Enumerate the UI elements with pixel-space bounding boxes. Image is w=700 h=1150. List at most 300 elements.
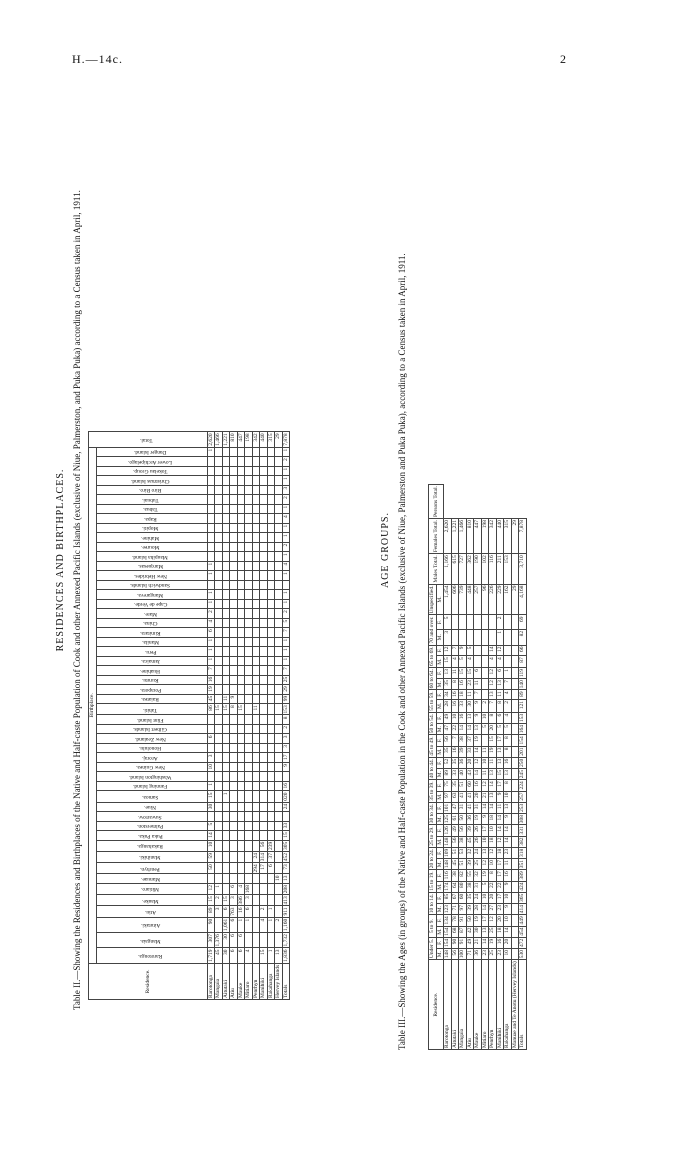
table-cell: 911 (282, 907, 289, 916)
table-cell (222, 656, 230, 666)
table-cell: 1,454 (444, 584, 452, 615)
table-cell: 9 (504, 904, 512, 915)
table-cell (260, 874, 268, 884)
table-cell (267, 447, 275, 457)
birthplace-name: Huahine. (140, 667, 161, 674)
table-cell: 153 (282, 705, 289, 714)
page-number: 2 (560, 52, 567, 66)
birthplace-column-header (96, 542, 207, 552)
table-cell: 7,878 (519, 519, 527, 554)
table-cell: 19 (474, 735, 482, 746)
table-cell (230, 831, 238, 841)
table-cell: 1 (207, 656, 215, 666)
table-cell: 15 (207, 895, 215, 906)
table-cell (260, 580, 268, 590)
table-cell: 4 (207, 618, 215, 628)
birthplace-name: New Guinea. (135, 764, 165, 771)
table-cell (252, 685, 260, 695)
table-cell: 447 (474, 519, 482, 554)
table-cell: 389 (519, 871, 525, 880)
birthplace-name: Mare. (143, 610, 157, 617)
table-cell (237, 802, 245, 812)
table-cell: 763 (230, 907, 236, 916)
table-cell: 64 (451, 881, 459, 892)
table-cell (267, 647, 275, 657)
birthplace-name: Porapora. (139, 686, 161, 693)
table-cell (252, 831, 260, 841)
table-cell: 15 (466, 667, 474, 678)
table-cell (222, 753, 230, 763)
row-total: 440 (260, 432, 268, 447)
table-row (489, 485, 497, 1050)
table-cell: 14 (504, 836, 512, 847)
table-row (207, 432, 215, 1000)
table-cell (275, 457, 283, 467)
birthplace-table-container (88, 431, 290, 1000)
table-cell: 20 (504, 937, 512, 948)
table-cell (275, 495, 283, 505)
table-cell (275, 851, 283, 862)
table-cell (252, 656, 260, 666)
table-cell (481, 667, 489, 678)
table-cell (215, 514, 223, 524)
table-cell (222, 485, 230, 495)
table-cell (275, 802, 283, 812)
table-cell (260, 715, 268, 725)
table-cell: 148 (444, 837, 450, 846)
table-cell: 102 (481, 554, 489, 584)
table-cell (275, 523, 283, 533)
table-cell (237, 514, 245, 524)
birthplace-name: Mitiaro. (141, 886, 160, 893)
table-cell (252, 618, 260, 628)
table-cell: 154 (444, 927, 450, 936)
table-cell: 19 (481, 870, 489, 881)
table-cell (237, 675, 245, 685)
table-cell (207, 504, 215, 514)
birthplace-name: Manuae. (140, 875, 160, 882)
table-cell: 1 (207, 637, 215, 647)
table-cell: 87 (519, 656, 527, 668)
table-cell: 3 (215, 906, 223, 917)
table-cell: 25 (489, 926, 497, 937)
table-cell (511, 769, 519, 780)
table-cell (260, 447, 268, 457)
table-cell (230, 791, 238, 802)
table-cell: 1,376 (215, 934, 221, 947)
table-cell (252, 628, 260, 638)
table-cell: 38 (466, 881, 474, 892)
table-cell (245, 724, 253, 734)
table-cell (230, 495, 238, 505)
birthplace-column-header (96, 948, 207, 963)
table-cell: 4 (504, 690, 512, 700)
table-cell (260, 609, 268, 619)
table-cell (252, 762, 260, 772)
birthplace-column-header (96, 561, 207, 571)
table-cell (511, 915, 519, 926)
table-cell (275, 533, 283, 543)
table-cell (275, 542, 283, 552)
table-cell (245, 647, 253, 657)
table-caption: Table II.—Showing the Residences and Birthplaces of the Native and Half-caste Population of Cook and other Annexed Pacific Islands (exclusive of Niue, Palmerston, and Puka Puka) according to a Census taken in April, 1911. (72, 190, 82, 1010)
birthplace-name: Sandwich Islands. (130, 582, 171, 589)
table-cell: 10 (504, 892, 512, 903)
table-cell (245, 656, 253, 666)
male-header: M. (436, 724, 444, 735)
table-cell: 8 (496, 700, 504, 713)
table-cell: 9 (504, 881, 512, 892)
table-cell (260, 772, 268, 782)
table-cell: 449 (519, 916, 525, 925)
birthplace-name: Mangareva. (137, 591, 164, 598)
row-label: Rarotonga (444, 960, 452, 1050)
table-cell: 739 (459, 584, 467, 615)
table-cell (252, 883, 260, 894)
table-cell: 362 (466, 554, 474, 584)
male-header: M. (436, 791, 444, 802)
birthplace-name: Puka Puka. (137, 832, 163, 839)
table-cell: 71 (451, 904, 459, 915)
birthplace-column-header (96, 933, 207, 948)
birthplace-name: Flint Island. (136, 716, 164, 723)
table-row (481, 485, 489, 1050)
table-cell: 8 (504, 735, 512, 746)
birthplace-name: New Hebrides. (133, 572, 167, 579)
table-row (511, 485, 519, 1050)
table-cell (275, 821, 283, 831)
birthplace-column-header (96, 840, 207, 851)
table-cell: 37 (466, 735, 474, 746)
table-cell: 10 (481, 892, 489, 903)
table-cell (275, 781, 283, 791)
table-cell (222, 762, 230, 772)
birthplace-header: Birthplace. (89, 447, 97, 963)
table-cell (511, 904, 519, 915)
table-cell: 9 (481, 814, 489, 825)
table-cell (511, 949, 519, 960)
table-cell (282, 772, 290, 782)
table-cell: 1 (237, 917, 245, 932)
table-cell (260, 933, 268, 948)
table-cell: 86 (207, 704, 215, 715)
table-cell: 4 (282, 514, 290, 524)
table-cell (230, 561, 238, 571)
table-cell: 12 (444, 645, 452, 656)
birthplace-column-header (96, 781, 207, 791)
table-cell (260, 647, 268, 657)
table-cell (275, 599, 283, 609)
table-cell (260, 656, 268, 666)
table-cell (511, 757, 519, 768)
age-group-header: 50 to 54. (429, 713, 435, 734)
table-cell: 19 (489, 746, 497, 757)
table-cell: 13 (275, 948, 283, 963)
table-cell: 424 (519, 882, 525, 891)
table-cell (245, 812, 253, 822)
table-cell (511, 712, 519, 723)
table-cell: 91 (459, 915, 467, 926)
table-cell: 16 (282, 781, 290, 791)
table-cell: 24 (252, 851, 260, 862)
table-row (282, 432, 290, 1000)
table-cell: 13 (504, 769, 512, 780)
table-cell: 23 (496, 949, 504, 960)
table-cell (237, 666, 245, 676)
table-cell (230, 863, 238, 874)
table-cell (222, 675, 230, 685)
table-cell (511, 656, 519, 668)
table-cell: 66 (519, 645, 527, 656)
table-cell (275, 675, 283, 685)
birthplace-name: Manihiki. (139, 854, 162, 861)
table-cell: 15 (215, 704, 223, 715)
table-cell: 1 (207, 561, 215, 571)
table-cell (215, 666, 223, 676)
table-cell (230, 476, 238, 486)
table-cell: 1,732 (282, 934, 289, 947)
table-cell: 125 (444, 815, 450, 824)
table-cell (230, 753, 238, 763)
table-cell: 31 (474, 802, 482, 813)
table-cell: 6 (230, 933, 238, 948)
table-cell: 30 (222, 933, 230, 948)
table-cell: 140 (519, 680, 525, 689)
table-cell: 9 (474, 712, 482, 723)
table-cell (260, 753, 268, 763)
row-label: Mangaia (459, 960, 467, 1050)
table-cell (267, 466, 275, 476)
row-total: 1,221 (222, 433, 229, 446)
table-cell (252, 609, 260, 619)
total-header-label: Total. (140, 436, 153, 443)
table-cell: 250 (519, 758, 525, 768)
table-cell: 34 (444, 690, 452, 700)
age-group-header: 40 to 44. (429, 758, 435, 779)
table-cell: 16 (504, 757, 512, 768)
male-header: M. (436, 926, 444, 937)
table-cell (222, 447, 230, 457)
birthplace-name: Rakahanga. (137, 843, 164, 850)
male-header: M. (436, 904, 444, 915)
table-cell (252, 533, 260, 543)
table-cell (267, 495, 275, 505)
table-cell (207, 476, 215, 486)
table-cell (511, 746, 519, 757)
table-cell (207, 580, 215, 590)
table-cell (260, 504, 268, 514)
table-cell: 3 (245, 895, 253, 906)
birthplace-column-header (96, 628, 207, 638)
table-cell: 4 (260, 917, 268, 932)
table-cell (230, 542, 238, 552)
table-cell (215, 743, 223, 753)
table-cell (275, 895, 283, 906)
table-cell: 13 (489, 791, 497, 802)
table-cell: 10 (481, 712, 489, 723)
table-cell: 154 (519, 736, 525, 745)
table-cell: 11 (451, 667, 459, 678)
table-cell (215, 590, 223, 600)
table-cell: 5 (496, 724, 504, 735)
table-cell (222, 715, 230, 725)
table-cell: 17 (260, 863, 268, 874)
birthplace-column-header (96, 523, 207, 533)
table-cell: 164 (519, 725, 525, 734)
table-cell (215, 685, 223, 695)
table-cell: 15 (260, 948, 268, 963)
table-cell: 4 (466, 656, 474, 668)
table-cell: 168 (245, 884, 251, 894)
table-cell (237, 533, 245, 543)
table-cell (237, 821, 245, 831)
table-cell (222, 831, 230, 841)
table-cell (215, 609, 223, 619)
table-cell: 5 (207, 821, 215, 831)
table-cell (237, 476, 245, 486)
table-cell (215, 753, 223, 763)
table-cell: 55 (466, 870, 474, 881)
table-cell (481, 690, 489, 700)
table-row (267, 432, 275, 1000)
table-cell (252, 637, 260, 647)
female-header: F. (436, 825, 444, 836)
table-cell: 27 (489, 904, 497, 915)
table-cell: 440 (496, 519, 504, 554)
table-cell: 56 (260, 840, 268, 851)
table-cell (215, 618, 223, 628)
table-cell: 14 (207, 831, 215, 841)
table-cell (245, 831, 253, 841)
table-cell (474, 629, 482, 645)
table-cell (215, 724, 223, 734)
table-cell (260, 685, 268, 695)
table-cell (481, 735, 489, 746)
table-cell (267, 485, 275, 495)
female-header: F. (436, 802, 444, 813)
birthplace-column-header (96, 457, 207, 467)
table-cell (459, 615, 467, 629)
birthplace-name: Mopiti. (142, 525, 159, 532)
table-cell: 11 (504, 859, 512, 870)
table-cell (275, 724, 283, 734)
table-cell: 35 (451, 757, 459, 768)
table-cell: 17 (496, 870, 504, 881)
table-cell: 10 (207, 840, 215, 851)
birthplace-name: China. (142, 620, 158, 627)
table-cell: 29 (282, 685, 290, 695)
table-row (222, 432, 230, 1000)
table-cell: 17 (496, 735, 504, 746)
birthplace-name: Palmerston. (137, 823, 164, 830)
table-cell (252, 561, 260, 571)
table-cell: 49 (451, 825, 459, 836)
table-cell: 153 (504, 554, 512, 584)
table-cell: 1,836 (282, 949, 289, 962)
table-cell: 17 (481, 825, 489, 836)
table-cell (267, 552, 275, 562)
table-cell (245, 457, 253, 467)
table-cell: 26 (474, 836, 482, 847)
row-total: 810 (230, 432, 238, 447)
female-header: F. (436, 667, 444, 678)
table-cell (275, 906, 283, 917)
table-cell (215, 675, 223, 685)
table-cell: 4 (237, 883, 245, 894)
table-cell (222, 476, 230, 486)
table-cell: 14 (459, 724, 467, 735)
table-cell: 24 (474, 847, 482, 858)
table-row (519, 485, 527, 1050)
table-cell: 454 (519, 927, 525, 936)
table-cell (230, 743, 238, 753)
table-cell (267, 734, 275, 744)
table-cell: 331 (519, 826, 525, 835)
table-cell (260, 533, 268, 543)
table-cell (230, 533, 238, 543)
table-cell: 342 (489, 519, 497, 554)
row-label: Mangaia (215, 963, 223, 999)
table-cell: 8 (504, 780, 512, 791)
table-cell (252, 906, 260, 917)
table-cell (237, 637, 245, 647)
table-cell: 257 (519, 792, 525, 801)
table-cell: 11 (481, 769, 489, 780)
table-cell (222, 457, 230, 467)
table-cell: 211 (496, 554, 504, 584)
table-cell (275, 743, 283, 753)
table-cell: 23 (481, 949, 489, 960)
table-cell (230, 724, 238, 734)
table-cell: 1 (282, 637, 290, 647)
table-cell (237, 831, 245, 841)
table-cell (230, 552, 238, 562)
table-cell: 8 (451, 679, 459, 690)
table-cell: 25 (489, 949, 497, 960)
table-cell: 727 (459, 554, 467, 584)
table-cell: 1 (282, 599, 290, 609)
table-cell (245, 552, 253, 562)
table-cell: 11 (496, 690, 504, 700)
birthplace-name: Atiu. (144, 908, 156, 915)
table-cell (260, 831, 268, 841)
table-cell (252, 476, 260, 486)
table-cell: 810 (466, 519, 474, 554)
table-cell (474, 656, 482, 668)
table-cell: 15 (282, 831, 290, 841)
table-cell (237, 656, 245, 666)
birthplace-column-header (96, 656, 207, 666)
table-cell: 4,168 (519, 584, 527, 615)
table-cell: 18 (489, 814, 497, 825)
table-cell (504, 645, 512, 656)
female-header: F. (436, 915, 444, 926)
table-cell (215, 447, 223, 457)
table-cell: 148 (444, 950, 450, 959)
table-cell (260, 743, 268, 753)
table-cell (252, 514, 260, 524)
table-row (237, 432, 245, 1000)
table-cell (237, 609, 245, 619)
table-cell: 17 (496, 780, 504, 791)
section-heading: AGE GROUPS. (380, 512, 391, 589)
table-cell: 50 (466, 915, 474, 926)
birthplace-name: Maupiha Island. (132, 553, 169, 560)
table-row (245, 432, 253, 1000)
table-cell (252, 874, 260, 884)
table-cell (275, 647, 283, 657)
table-cell (207, 874, 215, 884)
